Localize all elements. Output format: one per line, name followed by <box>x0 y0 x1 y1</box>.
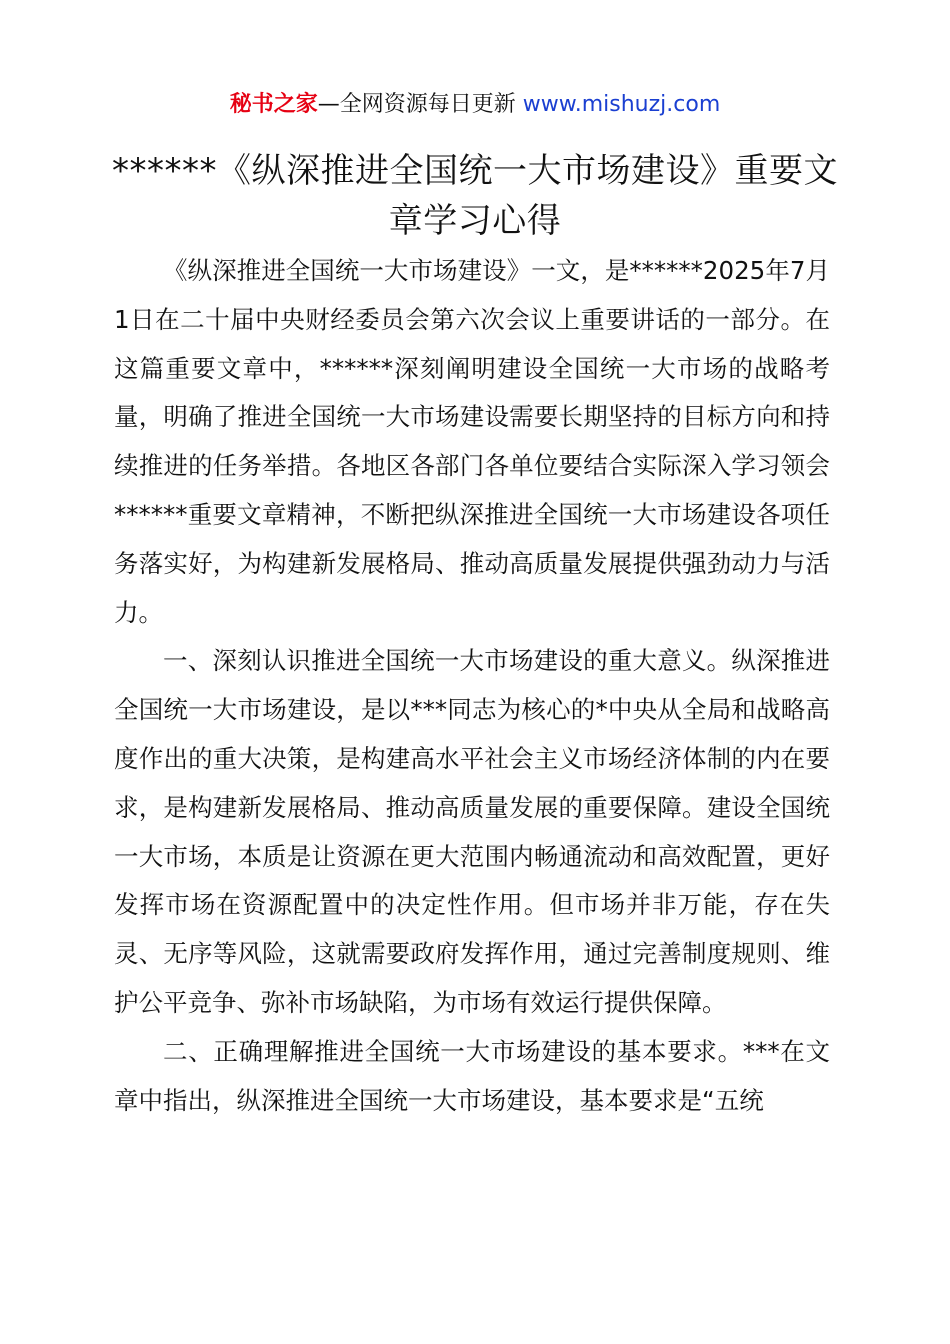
site-url-link[interactable]: www.mishuzj.com <box>522 92 721 117</box>
paragraph-intro: 《纵深推进全国统一大市场建设》一文，是******2025年7月1日在二十届中央财经委员会第六次会议上重要讲话的一部分。在这篇重要文章中，******深刻阐明建设全国统一大市场的战略考量，明确了推进全国统一大市场建设需要长期坚持的目标方向和持续推进的任务举措。各地区各部门各单位要结合实际深入学习领会******重要文章精神，不断把纵深推进全国统一大市场建设各项任务落实好，为构建新发展格局、推动高质量发展提供强劲动力与活力。 <box>114 256 830 627</box>
site-brand[interactable]: 秘书之家 <box>229 92 318 117</box>
document-title: ******《纵深推进全国统一大市场建设》重要文章学习心得 <box>112 151 838 241</box>
paragraph-section-2: 二、正确理解推进全国统一大市场建设的基本要求。***在文章中指出，纵深推进全国统一大市场建设，基本要求是“五统 <box>114 1036 830 1115</box>
document-body <box>114 247 830 1125</box>
paragraph-section-1: 一、深刻认识推进全国统一大市场建设的重大意义。纵深推进全国统一大市场建设，是以***同志为核心的*中央从全局和战略高度作出的重大决策，是构建高水平社会主义市场经济体制的内在要求，是构建新发展格局、推动高质量发展的重要保障。建设全国统一大市场，本质是让资源在更大范围内畅通流动和高效配置，更好发挥市场在资源配置中的决定性作用。但市场并非万能，存在失灵、无序等风险，这就需要政府发挥作用，通过完善制度规则、维护公平竞争、弥补市场缺陷，为市场有效运行提供保障。 <box>114 646 830 1017</box>
site-header <box>0 88 950 122</box>
site-tagline: —全网资源每日更新 <box>317 92 523 117</box>
